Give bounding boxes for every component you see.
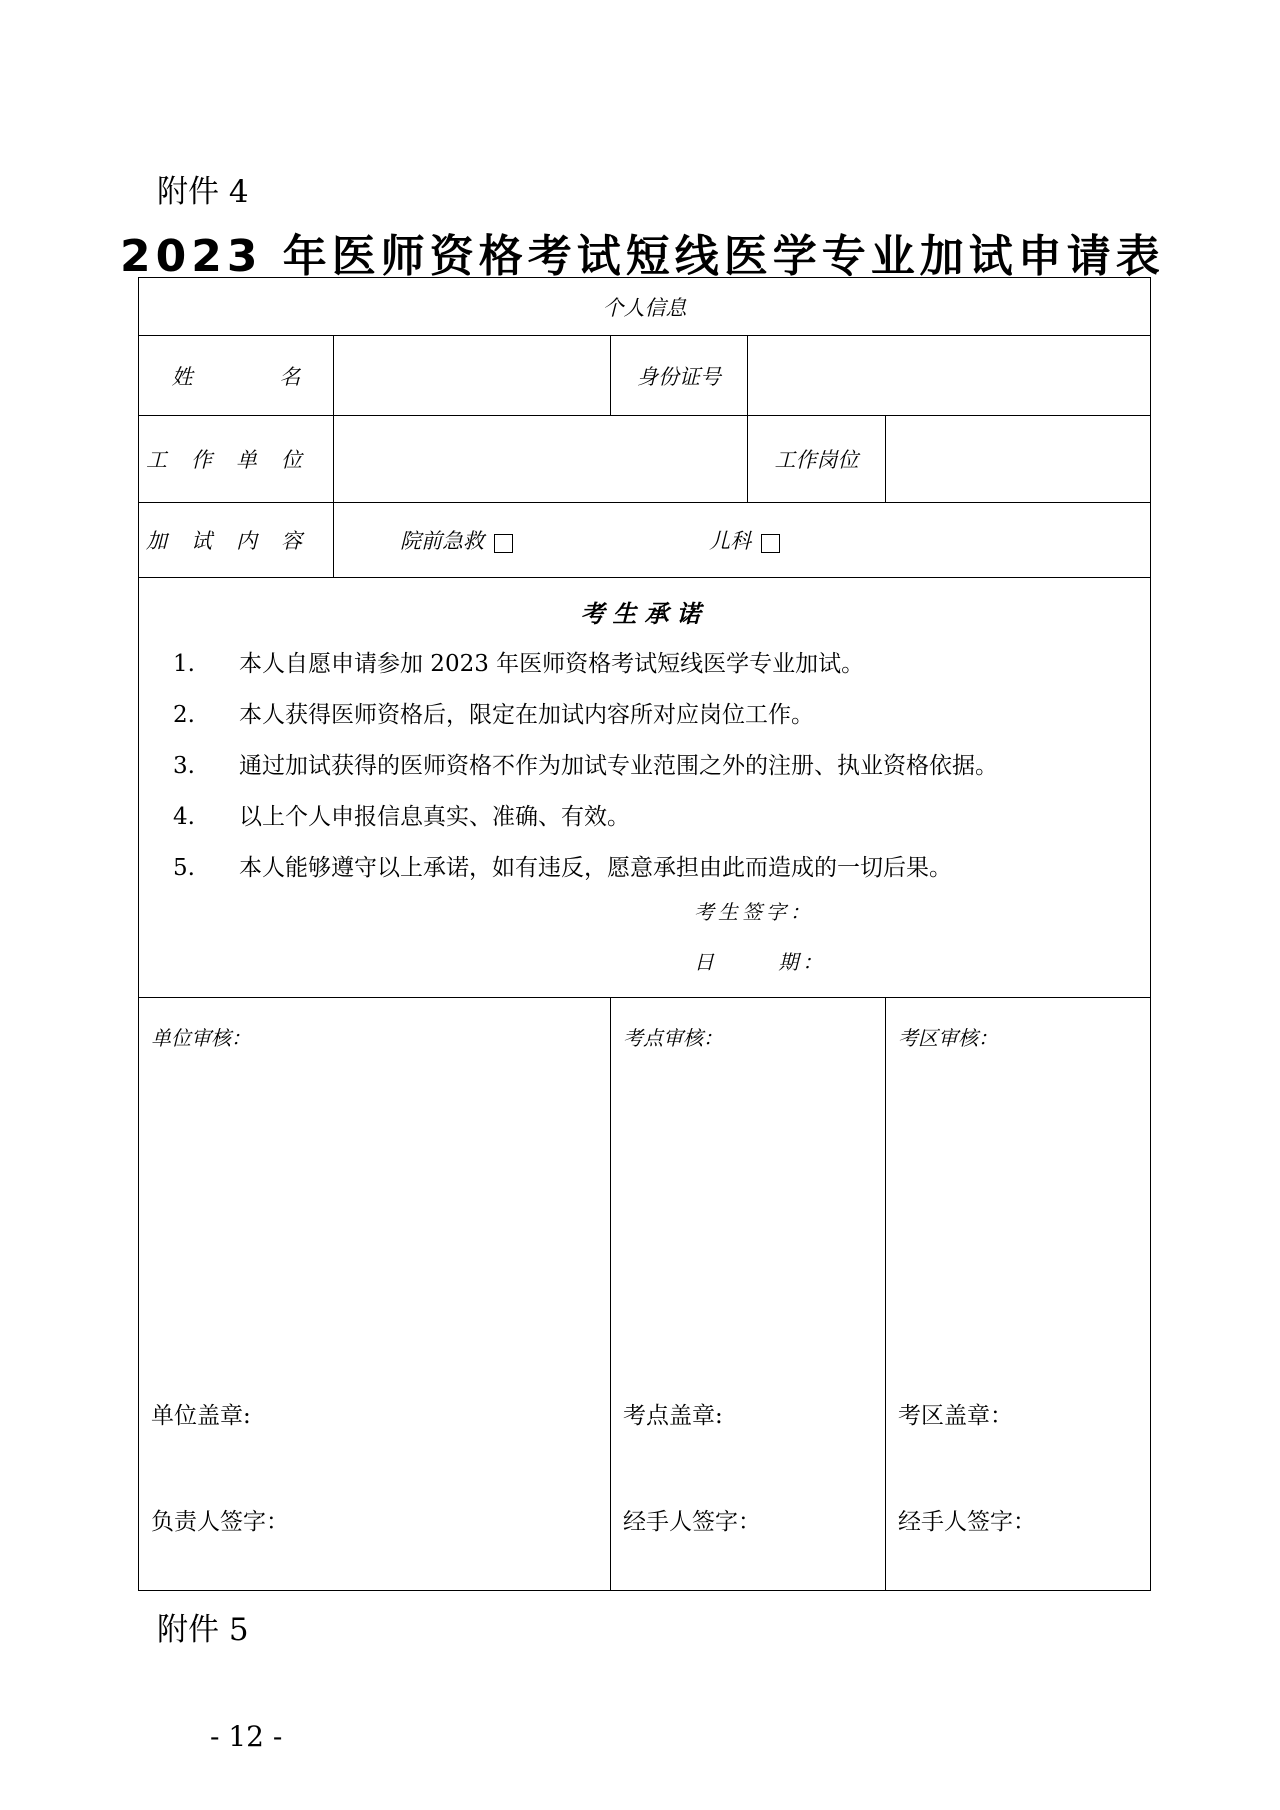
id-number-field[interactable] [748, 336, 1151, 416]
site-handler-signature-label: 经手人签字： [623, 1509, 761, 1535]
site-seal-label: 考点盖章: [623, 1403, 723, 1429]
option-emergency-checkbox[interactable] [494, 534, 513, 553]
pledge-item: 1. 本人自愿申请参加 2023 年医师资格考试短线医学专业加试。 [173, 651, 865, 677]
application-form-table [138, 277, 1151, 1591]
name-field[interactable] [334, 336, 611, 416]
pledge-title: 考生承诺 [580, 600, 709, 628]
unit-seal-label: 单位盖章: [151, 1403, 251, 1429]
pledge-section [139, 578, 1151, 998]
page-number: - 12 - [210, 1720, 283, 1753]
name-label: 姓 名 [139, 336, 334, 416]
work-unit-field[interactable] [334, 416, 748, 503]
option-emergency-label: 院前急救 [400, 529, 484, 553]
personal-info-header: 个人信息 [139, 278, 1151, 336]
option-pediatrics-label: 儿科 [709, 529, 752, 553]
form-title: 2023 年医师资格考试短线医学专业加试申请表 [120, 231, 1165, 282]
district-review-label: 考区审核： [898, 1026, 998, 1050]
pledge-date-label: 日 期： [694, 950, 827, 974]
pledge-item: 4. 以上个人申报信息真实、准确、有效。 [173, 804, 630, 830]
work-unit-label: 工作单位 [139, 416, 334, 503]
site-review-label: 考点审核： [623, 1026, 723, 1050]
unit-head-signature-label: 负责人签字： [151, 1509, 289, 1535]
attachment-label-4: 附件 4 [157, 174, 249, 210]
work-post-field[interactable] [886, 416, 1151, 503]
work-post-label: 工作岗位 [748, 416, 886, 503]
district-handler-signature-label: 经手人签字： [898, 1509, 1036, 1535]
unit-review-cell[interactable] [139, 998, 611, 1591]
district-seal-label: 考区盖章： [898, 1403, 1013, 1429]
pledge-item: 2. 本人获得医师资格后，限定在加试内容所对应岗位工作。 [173, 702, 814, 728]
attachment-label-5: 附件 5 [157, 1612, 249, 1648]
site-review-cell[interactable] [611, 998, 886, 1591]
pledge-list [139, 639, 1150, 894]
district-review-cell[interactable] [886, 998, 1151, 1591]
candidate-signature-label: 考生签字： [694, 900, 814, 924]
id-number-label: 身份证号 [611, 336, 748, 416]
unit-review-label: 单位审核： [151, 1026, 251, 1050]
pledge-item: 5. 本人能够遵守以上承诺，如有违反，愿意承担由此而造成的一切后果。 [173, 855, 952, 881]
exam-content-label: 加试内容 [139, 503, 334, 578]
exam-content-options [334, 503, 1151, 578]
pledge-item: 3. 通过加试获得的医师资格不作为加试专业范围之外的注册、执业资格依据。 [173, 753, 998, 779]
option-pediatrics-checkbox[interactable] [761, 534, 780, 553]
